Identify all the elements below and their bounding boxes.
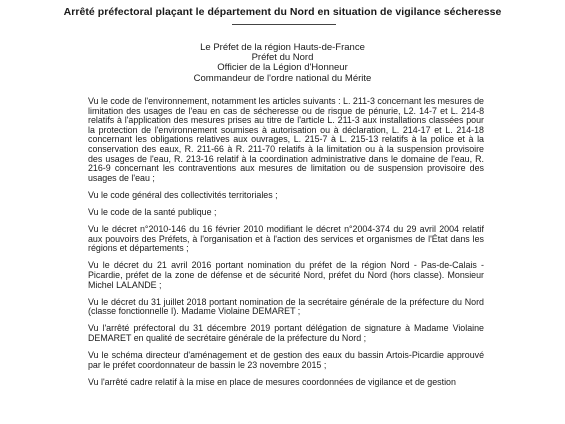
signatory-line: Commandeur de l'ordre national du Mérite [193, 72, 372, 84]
signatory-line: Officier de la Légion d'Honneur [217, 62, 348, 74]
paragraph-arrete-delegation: Vu l'arrêté préfectoral du 31 décembre 2019 portant délégation de signature à Madame Violaine DEMARET en qualité de secrétaire générale de la préfecture du Nord ; [88, 323, 484, 343]
paragraph-decret-prefet: Vu le décret du 21 avril 2016 portant nomination du préfet de la région Nord - Pas-de-Calais - Picardie, préfet de la zone de défense et de sécurité Nord, préfet du Nord (hors classe). Monsieur Michel LALANDE ; [88, 260, 484, 290]
signatory-line: Préfet du Nord [251, 52, 314, 64]
signatory-line: Le Préfet de la région Hauts-de-France [200, 42, 365, 53]
paragraph-code-environnement: Vu le code de l'environnement, notamment les articles suivants : L. 211-3 concernant les mesures de limitation des usages de l'eau en cas de sécheresse ou de risque de pénurie, L2. 14-7 et L. 214-8 relatifs à l'application des mesures prises au titre de l'article L. 211-3 aux installations classées pour la protection de l'environnement soumises à autorisation ou à déclaration, L. 214-17 et L. 214-18 concernant les obligations relatives aux ouvrages, L. 215-7 à L. 215-13 relatifs à la police et à la conservation des eaux, R. 211-66 à R. 211-70 relatifs à la limitation ou à la suspension provisoire des usages de l'eau, R. 213-16 relatif à la coordination administrative dans le domaine de l'eau, R. 216-9 concernant les contraventions aux mesures de limitation ou de suspension provisoire des usages de l'eau ; [88, 96, 484, 183]
document-title: Arrêté préfectoral plaçant le département du Nord en situation de vigilance sécheresse [63, 6, 502, 18]
paragraph-sdage: Vu le schéma directeur d'aménagement et de gestion des eaux du bassin Artois-Picardie approuvé par le préfet coordonnateur de bassin le 23 novembre 2015 ; [88, 349, 484, 370]
signatory-block [0, 43, 565, 84]
document-body [88, 97, 484, 395]
paragraph-code-sante: Vu le code de la santé publique ; [88, 206, 217, 217]
paragraph-decret-2010: Vu le décret n°2010-146 du 16 février 2010 modifiant le décret n°2004-374 du 29 avril 2004 relatif aux pouvoirs des Préfets, à l'organisation et à l'action des services et organismes de l'État dans les régions et départements ; [88, 224, 484, 254]
paragraph-arrete-cadre: Vu l'arrêté cadre relatif à la mise en place de mesures coordonnées de vigilance et de gestion [88, 376, 456, 387]
paragraph-decret-secretaire: Vu le décret du 31 juillet 2018 portant nomination de la secrétaire générale de la préfecture du Nord (classe fonctionnelle I). Madame Violaine DEMARET ; [88, 296, 484, 317]
title-underline [232, 24, 336, 25]
paragraph-code-collectivites: Vu le code général des collectivités territoriales ; [88, 189, 278, 200]
